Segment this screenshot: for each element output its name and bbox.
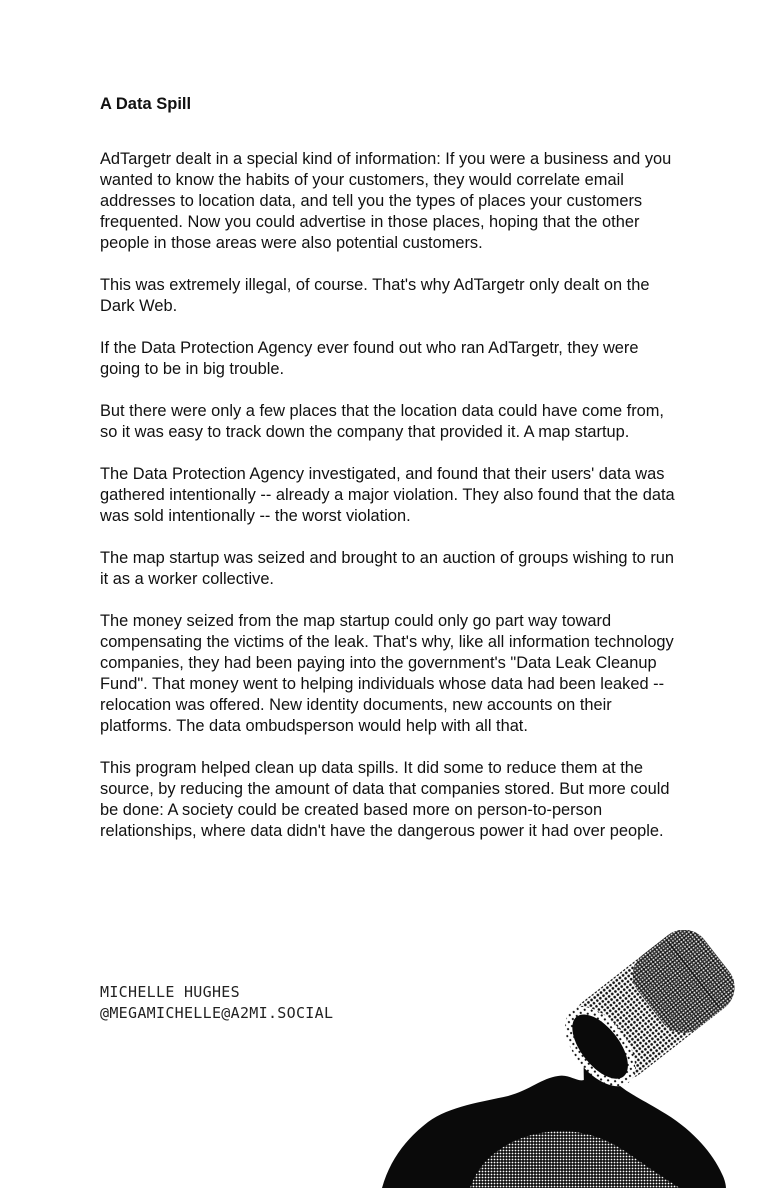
paragraph: The Data Protection Agency investigated, and found that their users' data was gathered intentionally -- already a major violation. They also found that the data was sold intentionally -- the worst violation. <box>100 465 675 525</box>
paragraph: But there were only a few places that the location data could have come from, so it was easy to track down the company that provided it. A map startup. <box>100 402 664 441</box>
paragraph: The money seized from the map startup could only go part way toward compensating the victims of the leak. That's why, like all information technology companies, they had been paying into the government's "Data Leak Cleanup Fund". That money went to helping individuals whose data had been leaked -- relocation was offered. New identity documents, new accounts on their platforms. The data ombudsperson would help with all that. <box>100 612 674 735</box>
paragraph: This program helped clean up data spills. It did some to reduce them at the source, by reducing the amount of data that companies stored. But more could be done: A society could be created based more on person-to-person relationships, where data didn't have the dangerous power it had over people. <box>100 759 670 840</box>
paragraph: This was extremely illegal, of course. That's why AdTargetr only dealt on the Dark Web. <box>100 276 650 315</box>
paragraph: If the Data Protection Agency ever found out who ran AdTargetr, they were going to be in big trouble. <box>100 339 639 378</box>
article-title: A Data Spill <box>100 95 192 113</box>
paragraph: The map startup was seized and brought to an auction of groups wishing to run it as a worker collective. <box>100 549 675 588</box>
tin-can <box>551 930 745 1099</box>
paragraph: AdTargetr dealt in a special kind of information: If you were a business and you wanted to know the habits of your customers, they would correlate email addresses to location data, and tell you the types of places your customers frequented. Now you could advertise in those places, hoping that the other people in those areas were also potential customers. <box>100 150 672 252</box>
author-handle: @MEGAMICHELLE@A2MI.SOCIAL <box>100 1004 334 1022</box>
spill-puddle <box>382 1039 726 1188</box>
author-name: MICHELLE HUGHES <box>100 983 240 1001</box>
spilled-can-icon <box>370 930 768 1188</box>
author-signature <box>100 982 333 1024</box>
article-body <box>100 149 680 863</box>
